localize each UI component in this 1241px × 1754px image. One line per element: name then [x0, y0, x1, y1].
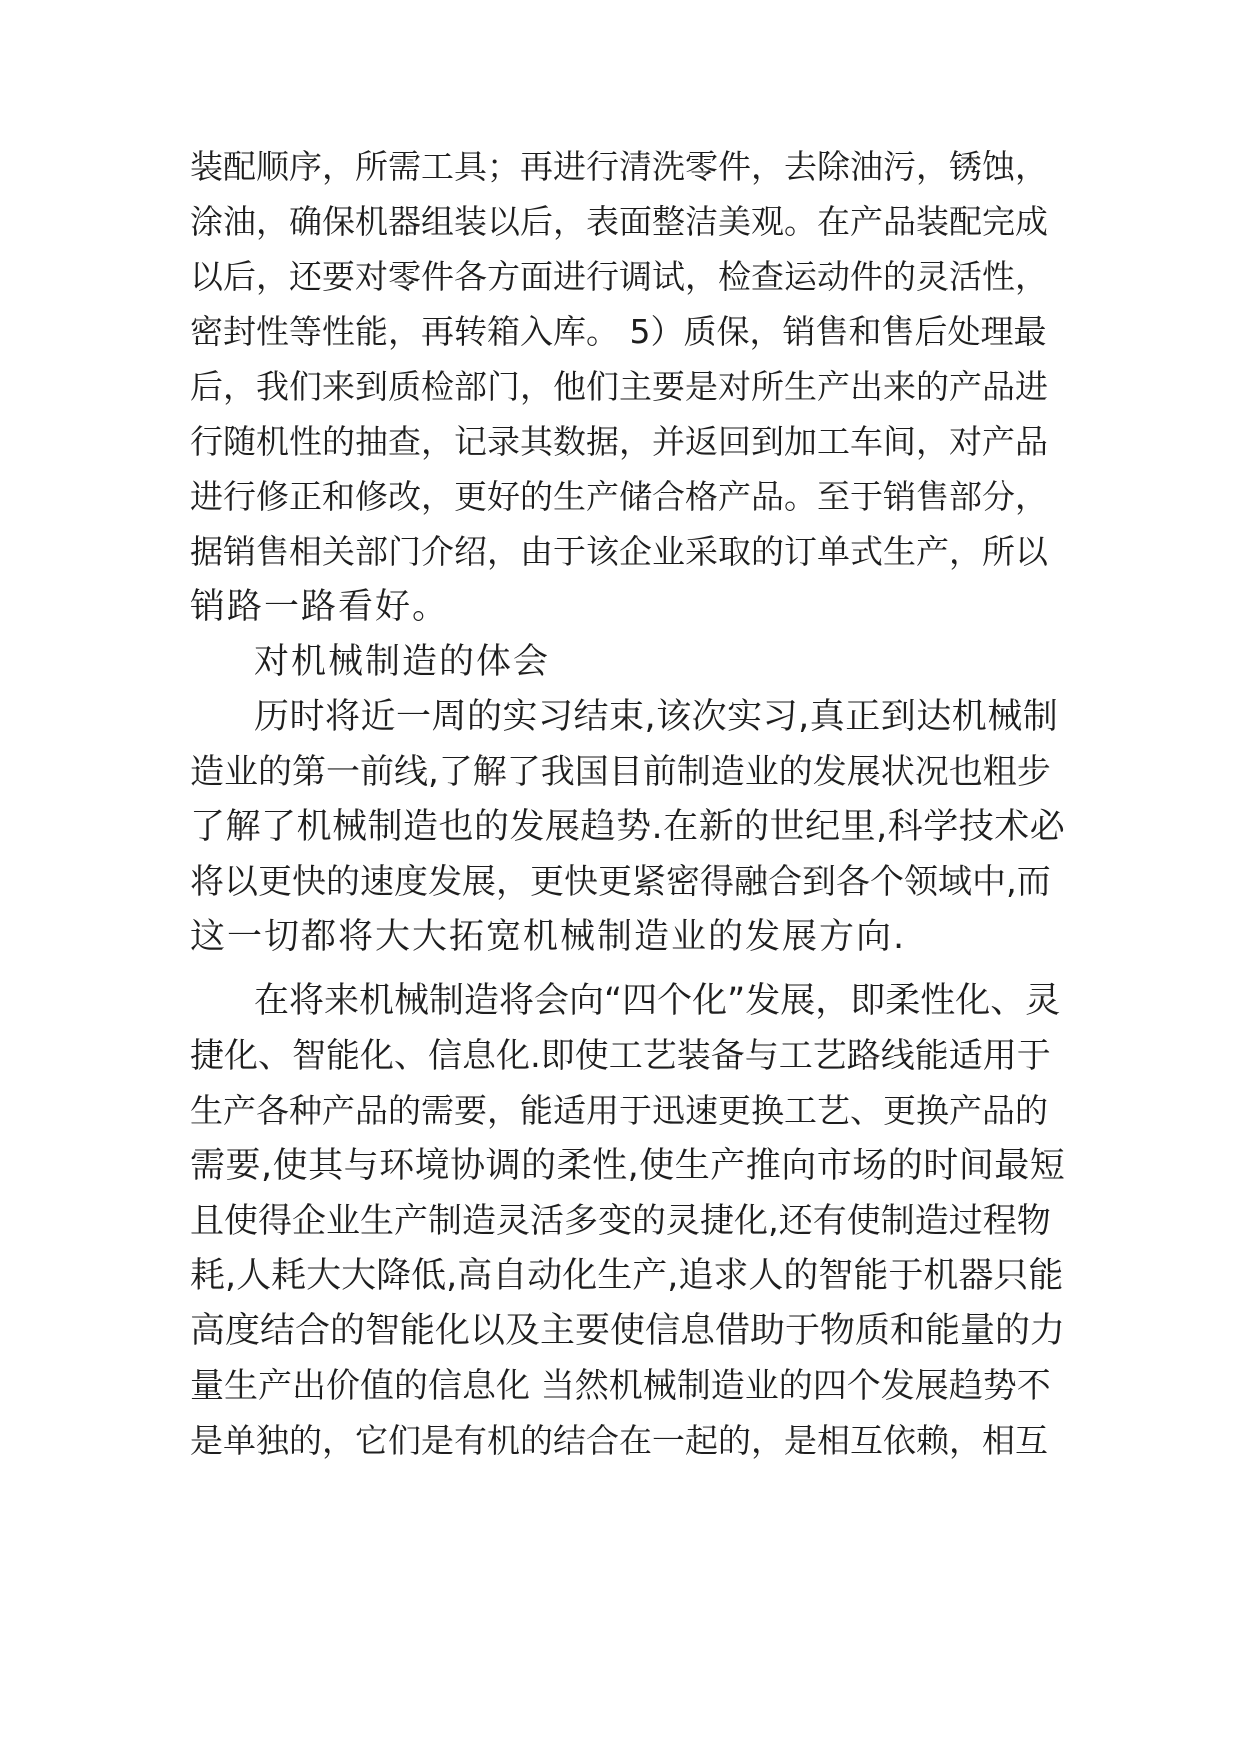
- text-line: 涂油，确保机器组装以后，表面整洁美观。在产品装配完成: [190, 202, 1048, 241]
- text-line: 销路一路看好。: [190, 587, 450, 627]
- text-line: 生产各种产品的需要，能适用于迅速更换工艺、更换产品的: [190, 1091, 1048, 1130]
- text-line: 以后，还要对零件各方面进行调试，检查运动件的灵活性，: [190, 257, 1048, 296]
- text-line: 是单独的，它们是有机的结合在一起的，是相互依赖，相互: [190, 1421, 1048, 1460]
- text-line: 将以更快的速度发展，更快更紧密得融合到各个领域中,而: [190, 862, 1051, 902]
- text-line: 了解了机械制造也的发展趋势.在新的世纪里,科学技术必: [190, 807, 1066, 847]
- text-line: 行随机性的抽查，记录其数据，并返回到加工车间，对产品: [190, 422, 1048, 461]
- text-line: 耗,人耗大大降低,高自动化生产,追求人的智能于机器只能: [190, 1256, 1064, 1296]
- text-line: 需要,使其与环境协调的柔性,使生产推向市场的时间最短: [190, 1146, 1066, 1186]
- text-line: 这一切都将大大拓宽机械制造业的发展方向.: [190, 917, 907, 957]
- text-line: 后，我们来到质检部门，他们主要是对所生产出来的产品进: [190, 367, 1048, 406]
- text-line: 捷化、智能化、信息化.即使工艺装备与工艺路线能适用于: [190, 1036, 1051, 1076]
- text-line: 据销售相关部门介绍，由于该企业采取的订单式生产，所以: [190, 532, 1048, 571]
- text-line: 装配顺序，所需工具；再进行清洗零件，去除油污，锈蚀，: [190, 147, 1048, 186]
- text-line: 进行修正和修改，更好的生产储合格产品。至于销售部分，: [190, 477, 1048, 516]
- text-line: 量生产出价值的信息化 当然机械制造业的四个发展趋势不: [190, 1366, 1051, 1406]
- text-line: 历时将近一周的实习结束,该次实习,真正到达机械制: [254, 697, 1059, 737]
- text-line: 高度结合的智能化以及主要使信息借助于物质和能量的力: [190, 1311, 1066, 1351]
- text-line: 在将来机械制造将会向“四个化”发展，即柔性化、灵: [254, 981, 1061, 1021]
- text-line: 密封性等性能，再转箱入库。 5）质保，销售和售后处理最: [190, 312, 1047, 351]
- text-line: 且使得企业生产制造灵活多变的灵捷化,还有使制造过程物: [190, 1201, 1051, 1241]
- section-heading: 对机械制造的体会: [254, 642, 551, 682]
- text-line: 造业的第一前线,了解了我国目前制造业的发展状况也粗步: [190, 752, 1051, 792]
